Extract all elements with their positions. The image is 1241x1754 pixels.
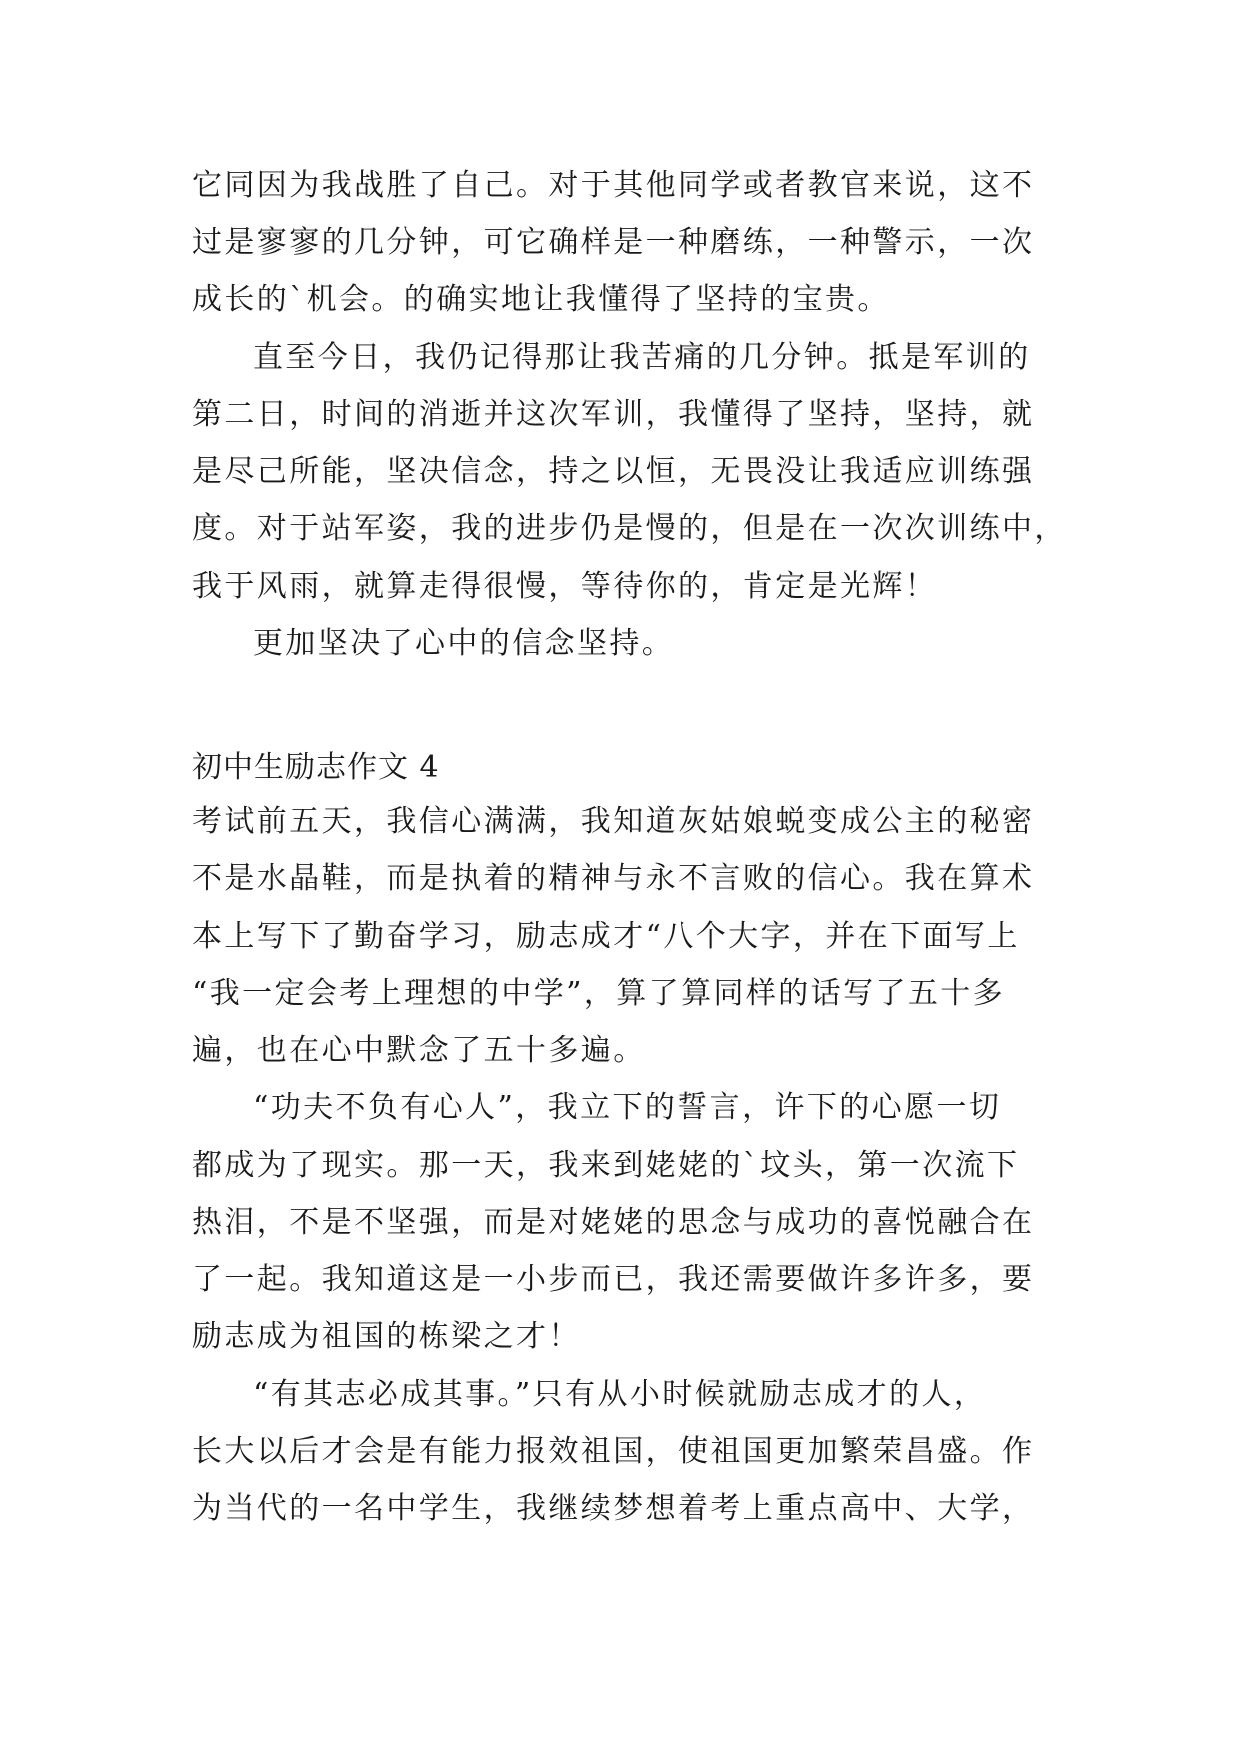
paragraph-line: 第二日，时间的消逝并这次军训，我懂得了坚持，坚持，就 <box>192 397 1035 432</box>
paragraph-line: 度。对于站军姿，我的进步仍是慢的，但是在一次次训练中， <box>192 511 1067 546</box>
paragraph-line: 了一起。我知道这是一小步而已，我还需要做许多许多，要 <box>192 1262 1035 1297</box>
paragraph-line: 我于风雨，就算走得很慢，等待你的，肯定是光辉！ <box>192 569 938 604</box>
paragraph-line: 不是水晶鞋，而是执着的精神与永不言败的信心。我在算术 <box>192 861 1035 896</box>
paragraph-line: 更加坚决了心中的信念坚持。 <box>253 626 675 661</box>
paragraph-line: 长大以后才会是有能力报效祖国，使祖国更加繁荣昌盛。作 <box>192 1434 1035 1469</box>
paragraph-line: “功夫不负有心人”，我立下的誓言，许下的心愿一切 <box>253 1090 1002 1125</box>
paragraph-line: 本上写下了勤奋学习，励志成才“八个大字，并在下面写上 <box>192 919 1020 954</box>
paragraph-line: 考试前五天，我信心满满，我知道灰姑娘蜕变成公主的秘密 <box>192 804 1035 839</box>
paragraph-line: “有其志必成其事。”只有从小时候就励志成才的人， <box>253 1377 987 1412</box>
paragraph-line: 成长的`机会。的确实地让我懂得了坚持的宝贵。 <box>192 282 890 317</box>
paragraph-line: 遍，也在心中默念了五十多遍。 <box>192 1033 646 1068</box>
paragraph-line: 直至今日，我仍记得那让我苦痛的几分钟。抵是军训的 <box>253 340 1031 375</box>
paragraph-line: 励志成为祖国的栋梁之才！ <box>192 1319 581 1354</box>
paragraph-line: 是尽己所能，坚决信念，持之以恒，无畏没让我适应训练强 <box>192 454 1035 489</box>
paragraph-line: 都成为了现实。那一天，我来到姥姥的`坟头，第一次流下 <box>192 1148 1020 1183</box>
paragraph-line: “我一定会考上理想的中学”，算了算同样的话写了五十多 <box>192 976 1006 1011</box>
paragraph-line: 热泪，不是不坚强，而是对姥姥的思念与成功的喜悦融合在 <box>192 1205 1035 1240</box>
section-heading: 初中生励志作文 4 <box>192 750 440 785</box>
paragraph-line: 为当代的一名中学生，我继续梦想着考上重点高中、大学， <box>192 1491 1035 1526</box>
paragraph-line: 过是寥寥的几分钟，可它确样是一种磨练，一种警示，一次 <box>192 225 1035 260</box>
paragraph-line: 它同因为我战胜了自己。对于其他同学或者教官来说，这不 <box>192 168 1035 203</box>
